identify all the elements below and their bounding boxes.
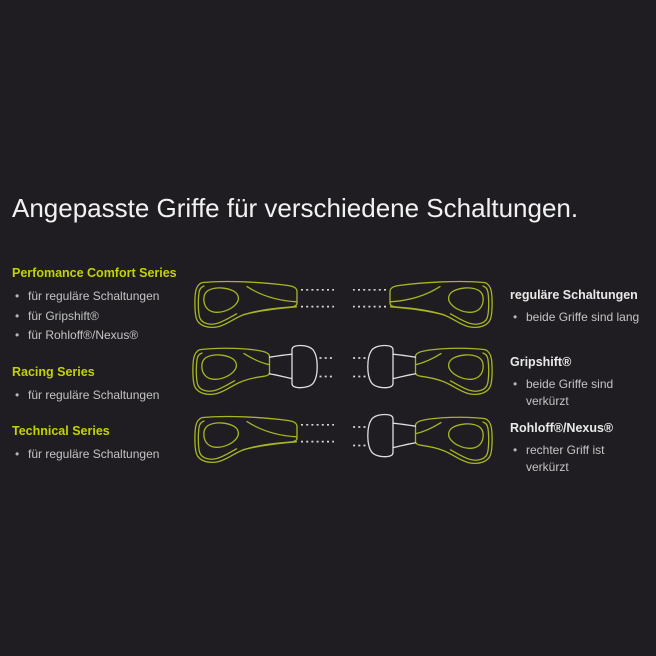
series-title: Perfomance Comfort Series — [12, 266, 177, 280]
series-section-technical — [12, 424, 190, 465]
series-section-racing — [12, 365, 190, 406]
right-short-grip-twist-shifter-illustration — [352, 413, 497, 469]
list-item: • beide Griffe sind verkürzt — [510, 376, 644, 410]
list-item: • beide Griffe sind lang — [510, 309, 644, 326]
list-item: • für reguläre Schaltungen — [12, 386, 190, 406]
list-item: • für reguläre Schaltungen — [12, 445, 190, 465]
shifter-section-rohloff-nexus — [510, 421, 650, 476]
series-title: Racing Series — [12, 365, 95, 379]
series-section-performance-comfort — [12, 266, 190, 346]
series-title: Technical Series — [12, 424, 110, 438]
series-feature-list — [12, 445, 190, 465]
shifter-type-title: reguläre Schaltungen — [510, 288, 638, 302]
shifter-section-regular — [510, 288, 650, 326]
series-feature-list — [12, 386, 190, 406]
list-item: • für Rohloff®/Nexus® — [12, 326, 190, 346]
series-feature-list — [12, 287, 190, 346]
list-item: • für Gripshift® — [12, 307, 190, 327]
left-long-grip-illustration — [190, 278, 335, 334]
shifter-type-list — [510, 309, 650, 326]
right-long-grip-illustration — [352, 278, 497, 334]
shifter-type-list — [510, 376, 650, 410]
shifter-section-gripshift — [510, 355, 650, 410]
list-item: • für reguläre Schaltungen — [12, 287, 190, 307]
shifter-type-list — [510, 442, 650, 476]
page-title: Angepasste Griffe für verschiedene Schaltungen. — [12, 193, 579, 223]
left-short-grip-twist-shifter-illustration — [188, 344, 333, 400]
left-long-grip-illustration — [190, 413, 335, 469]
shifter-type-title: Gripshift® — [510, 355, 572, 369]
list-item: • rechter Griff ist verkürzt — [510, 442, 644, 476]
shifter-type-title: Rohloff®/Nexus® — [510, 421, 614, 435]
right-short-grip-twist-shifter-illustration — [352, 344, 497, 400]
